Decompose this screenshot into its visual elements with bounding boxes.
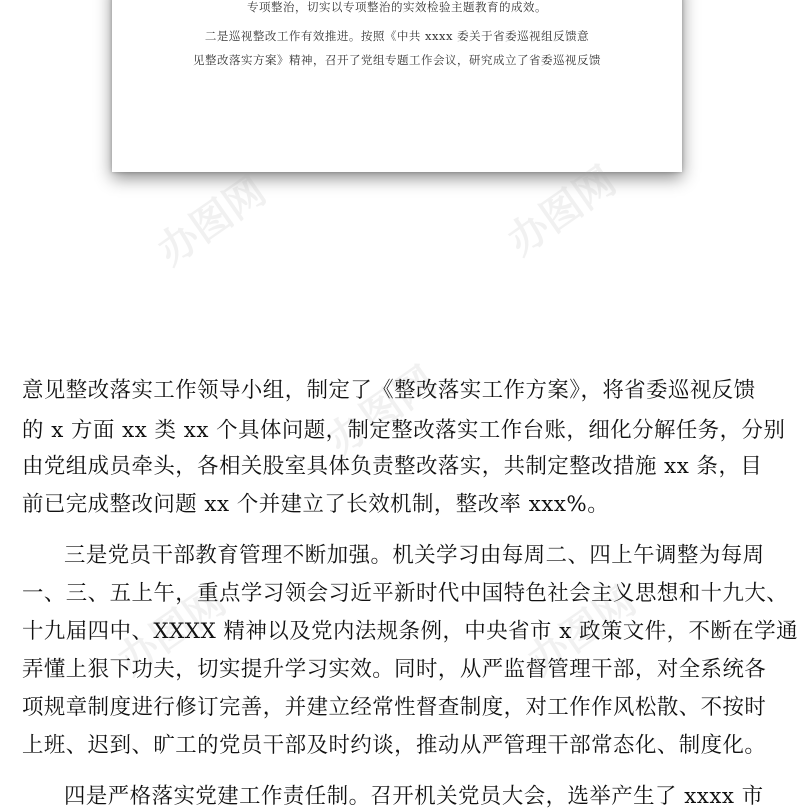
document-preview-card xyxy=(112,0,682,172)
body-line: 四是严格落实党建工作责任制。召开机关党员大会，选举产生了 xxxx 市 xyxy=(64,784,764,809)
watermark: 办图网 xyxy=(519,578,645,685)
body-line: 由党组成员牵头，各相关股室具体负责整改落实，共制定整改措施 xx 条，目 xyxy=(22,454,763,479)
body-line: 上班、迟到、旷工的党员干部及时约谈，推动从严管理干部常态化、制度化。 xyxy=(22,733,767,758)
body-line: 弄懂上狠下功夫，切实提升学习实效。同时，从严监督管理干部，对全系统各 xyxy=(22,657,767,682)
body-line: 前已完成整改问题 xx 个并建立了长效机制，整改率 xxx%。 xyxy=(22,492,610,517)
watermark: 办图网 xyxy=(109,578,235,685)
card-text-line: 二是巡视整改工作有效推进。按照《中共 xxxx 委关于省委巡视组反馈意 xyxy=(204,29,590,43)
watermark: 办图网 xyxy=(319,358,445,465)
body-line: 十九届四中、XXXX 精神以及党内法规条例，中央省市 x 政策文件，不断在学通 xyxy=(22,619,798,644)
body-line: 一、三、五上午，重点学习领会习近平新时代中国特色社会主义思想和十九大、 xyxy=(22,581,789,606)
body-line: 三是党员干部教育管理不断加强。机关学习由每周二、四上午调整为每周 xyxy=(64,543,765,568)
watermark: 办图网 xyxy=(499,158,625,265)
body-line: 意见整改落实工作领导小组，制定了《整改落实工作方案》，将省委巡视反馈 xyxy=(22,378,756,403)
card-text-line: 见整改落实方案》精神，召开了党组专题工作会议，研究成立了省委巡视反馈 xyxy=(193,53,601,67)
card-text-line: 专项整治，切实以专项整治的实效检验主题教育的成效。 xyxy=(247,0,547,14)
watermark: 办图网 xyxy=(149,168,275,275)
body-line: 项规章制度进行修订完善，并建立经常性督查制度，对工作作风松散、不按时 xyxy=(22,695,767,720)
body-line: 的 x 方面 xx 类 xx 个具体问题，制定整改落实工作台账，细化分解任务，分别 xyxy=(22,418,786,443)
